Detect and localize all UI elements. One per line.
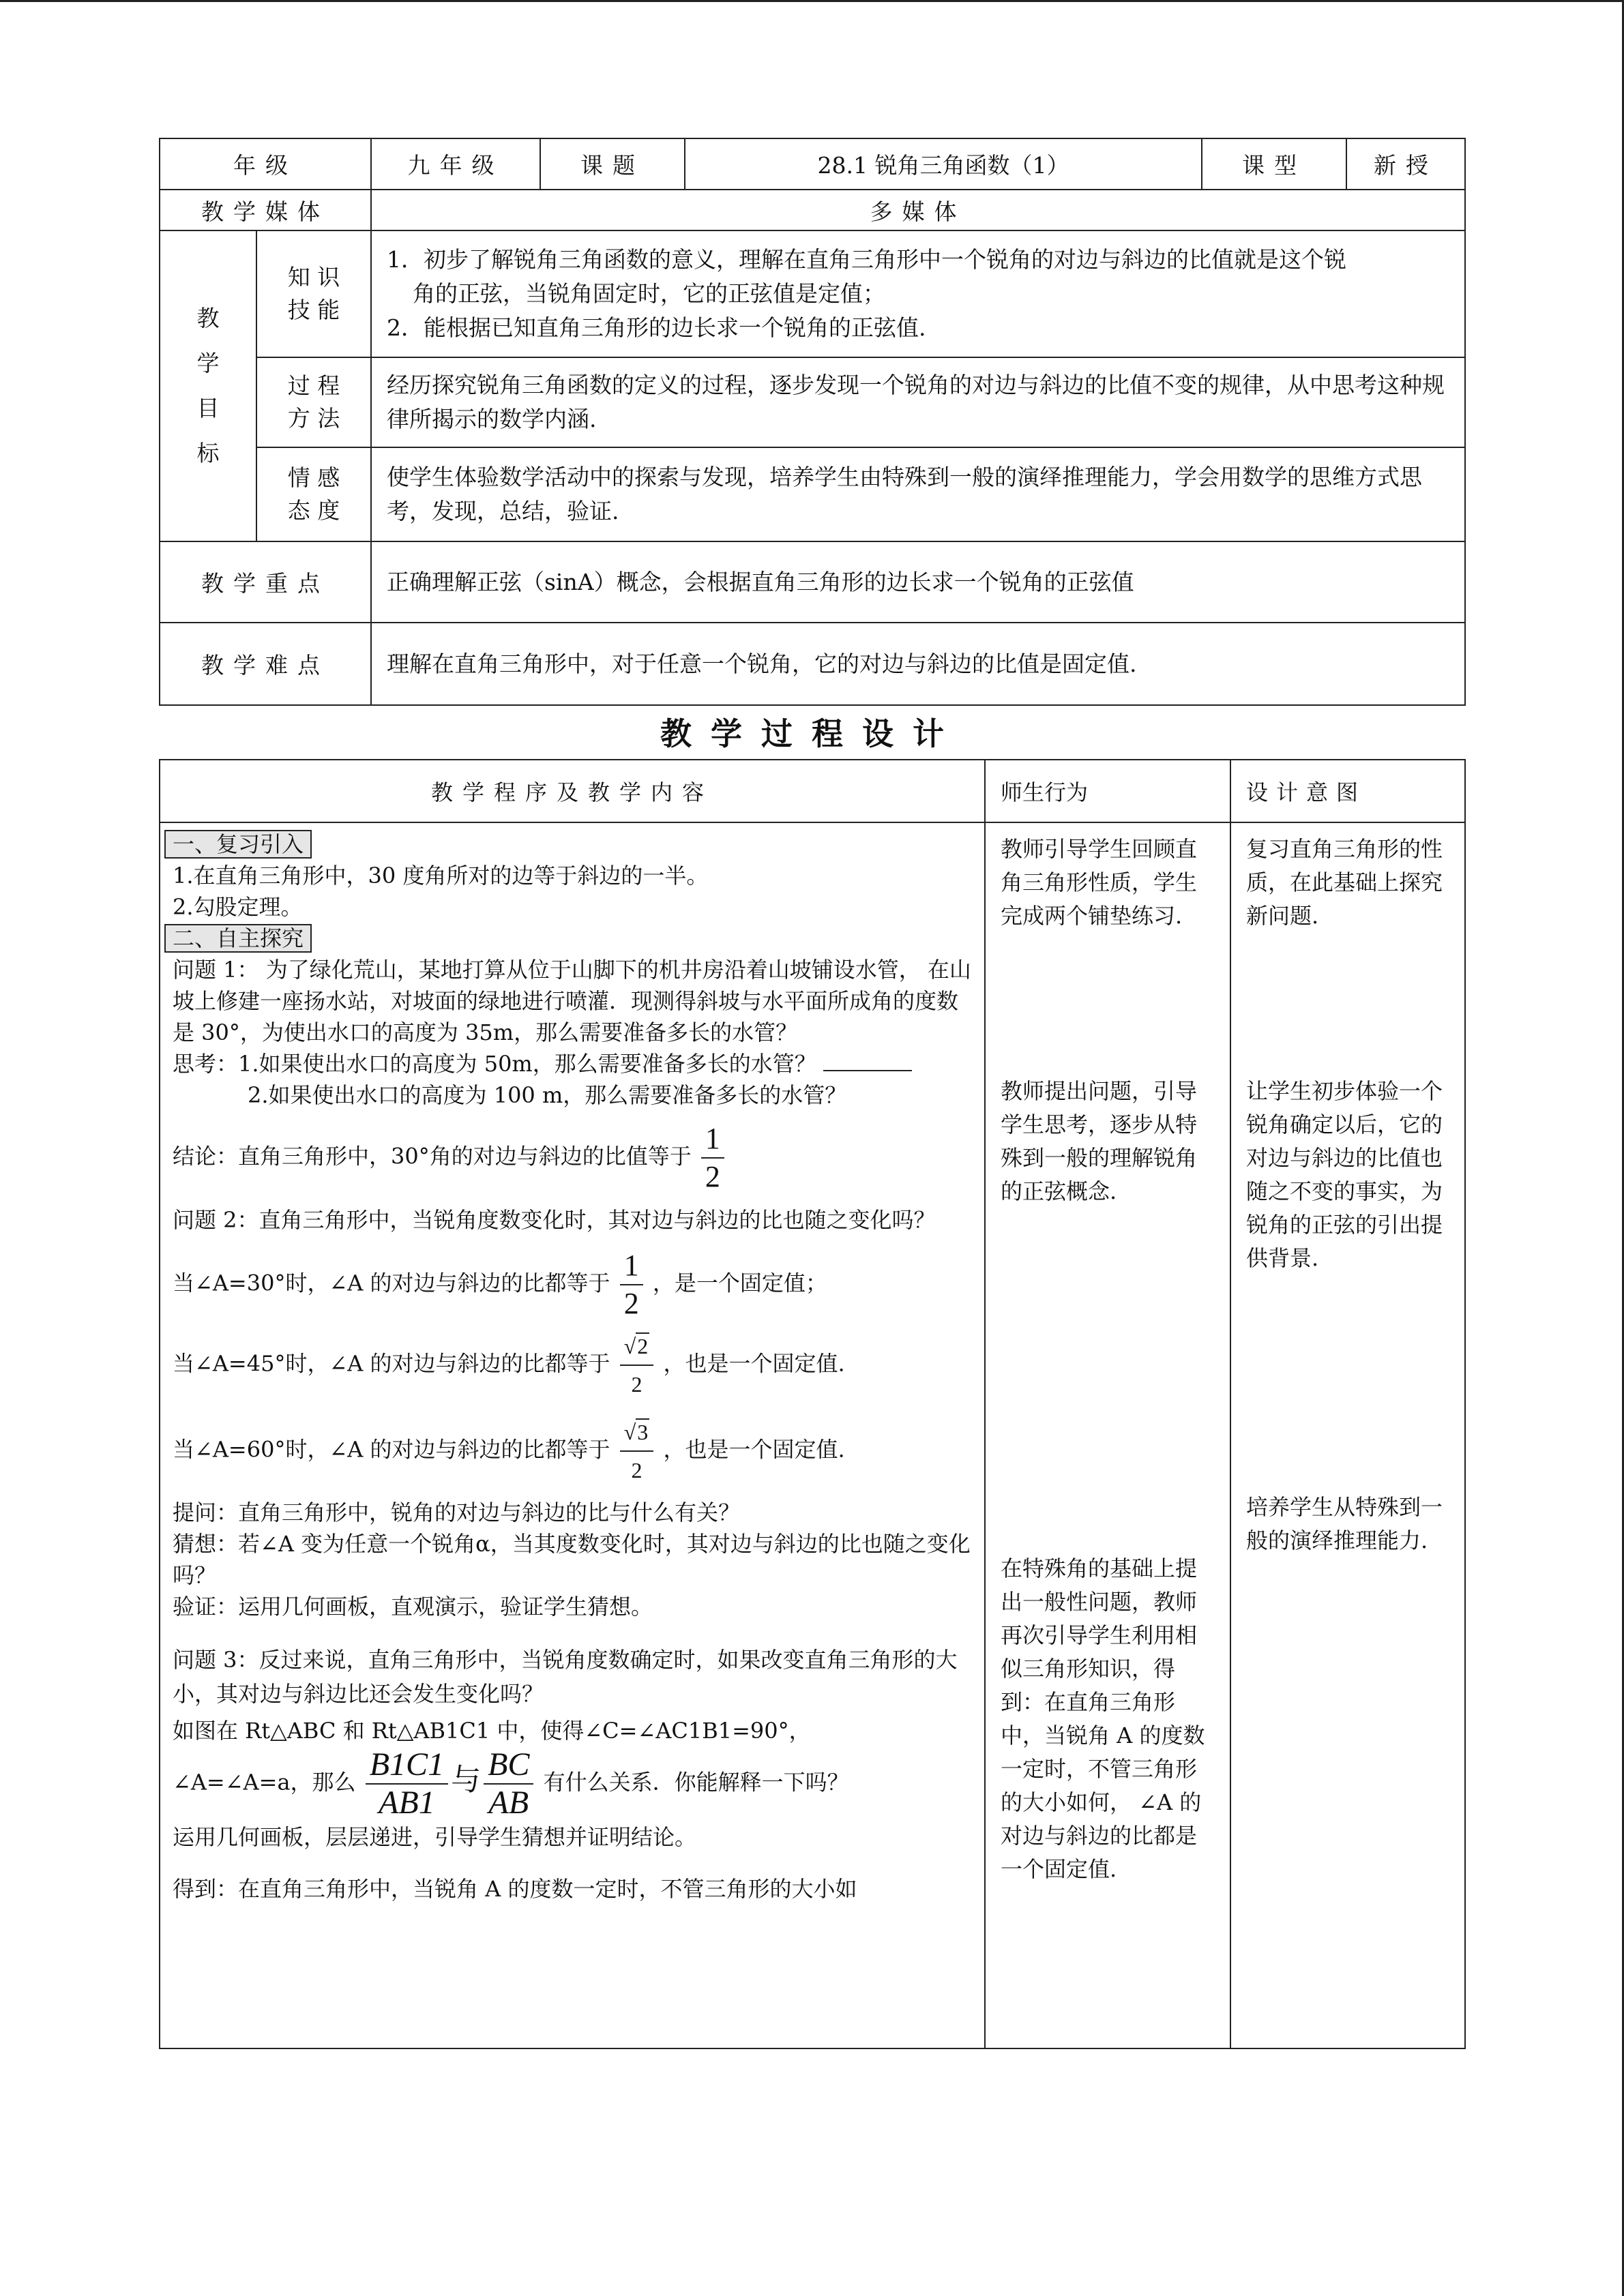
behavior-1: 教师引导学生回顾直角三角形性质，学生完成两个铺垫练习. [1001,836,1198,929]
process-content [160,822,985,2048]
topic-label: 课题 [540,138,685,190]
spacer [1001,1208,1217,1552]
intent-1: 复习直角三角形的性质，在此基础上探究新问题. [1246,836,1443,929]
lesson-info-table [159,138,1466,706]
fraction-denominator: 2 [623,1287,639,1320]
fraction-sqrt3-over-2 [620,1414,654,1489]
goal-char: 标 [196,440,220,466]
fraction-b1c1-ab1 [366,1746,448,1821]
info-row-process [160,357,1465,447]
sqrt-symbol: √3 [623,1420,649,1444]
think-1 [164,1048,975,1079]
think-2: 2.如果使出水口的高度为 100 m，那么需要准备多长的水管？ [248,1082,847,1108]
spacer [1246,1275,1452,1491]
fraction-denominator: 2 [631,1372,643,1397]
info-row-emotion [160,447,1465,541]
fraction-one-half [701,1120,724,1195]
intent-3: 培养学生从特殊到一般的演绎推理能力. [1246,1494,1443,1553]
radicand: 2 [637,1334,649,1358]
header-behavior: 师生行为 [985,760,1230,822]
angle-45 [164,1328,975,1403]
type-label: 课型 [1202,138,1346,190]
ratio-prefix: ∠A=∠A=a，那么 [173,1769,356,1795]
angle-45-suffix: ，也是一个固定值. [663,1350,845,1377]
ratio-and: 与 [451,1762,482,1798]
result: 得到：在直角三角形中，当锐角 A 的度数一定时，不管三角形的大小如 [173,1876,857,1902]
conclusion-text: 结论：直角三角形中，30°角的对边与斜边的比值等于 [173,1143,692,1169]
goal-char: 学 [196,350,220,376]
fraction-denominator: 2 [631,1458,643,1482]
radicand: 3 [637,1420,649,1444]
angle-30 [164,1247,975,1322]
angle-60-suffix: ，也是一个固定值. [663,1436,845,1463]
knowledge-line: 1．初步了解锐角三角函数的意义，理解在直角三角形中一个锐角的对边与斜边的比值就是这个锐 [387,246,1346,273]
fraction-numerator [620,1414,654,1452]
angle-45-text: 当∠A=45°时，∠A 的对边与斜边的比都等于 [173,1350,610,1377]
info-row-knowledge [160,230,1465,357]
figure-setup: 如图在 Rt△ABC 和 Rt△AB1C1 中，使得∠C=∠AC1B1=90°， [173,1718,811,1744]
fraction-numerator: 1 [620,1247,643,1285]
grade-value: 九年级 [371,138,540,190]
answer-blank [823,1049,912,1071]
ratio-question [164,1746,975,1821]
key-label: 教学重点 [160,541,371,623]
info-row-header [160,138,1465,190]
fraction-numerator: BC [484,1746,533,1785]
emotion-label-line: 情 感 [287,464,340,491]
fraction-numerator [620,1328,654,1366]
ask: 提问：直角三角形中，锐角的对边与斜边的比与什么有关？ [173,1500,741,1525]
goal-label [160,230,256,541]
difficulty-label: 教学难点 [160,623,371,705]
process-behavior [985,822,1230,2048]
verify: 验证：运用几何画板，直观演示，验证学生猜想。 [173,1594,653,1620]
question-1: 问题 1： 为了绿化荒山，某地打算从位于山脚下的机井房沿着山坡铺设水管， 在山坡上修建一座扬水站，对坡面的绿地进行喷灌．现测得斜坡与水平面所成角的度数是 30°，为使出水口的高度为 35m，那么需要准备多长的水管？ [173,957,971,1045]
think-1-text: 思考：1.如果使出水口的高度为 50m，那么需要准备多长的水管？ [173,1051,816,1077]
fraction-bc-ab [484,1746,533,1821]
header-intent: 设计意图 [1230,760,1465,822]
knowledge-line: 角的正弦，当锐角固定时，它的正弦值是定值； [413,280,885,307]
type-value: 新授 [1346,138,1465,190]
review-item: 1.在直角三角形中，30 度角所对的边等于斜边的一半。 [173,863,709,889]
fraction-one-half [620,1247,643,1322]
ratio-suffix: 有什么关系．你能解释一下吗？ [543,1769,849,1795]
grade-label: 年级 [160,138,371,190]
difficulty-text: 理解在直角三角形中，对于任意一个锐角，它的对边与斜边的比值是固定值. [371,623,1465,705]
question-2: 问题 2：直角三角形中，当锐角度数变化时，其对边与斜边的比也随之变化吗？ [173,1207,936,1233]
media-value: 多媒体 [371,190,1465,230]
guess: 猜想：若∠A 变为任意一个锐角α，当其度数变化时，其对边与斜边的比也随之变化吗？ [173,1531,971,1588]
process-text: 经历探究锐角三角函数的定义的过程，逐步发现一个锐角的对边与斜边的比值不变的规律，从中思考这种规律所揭示的数学内涵. [371,357,1465,447]
angle-60 [164,1414,975,1489]
spacer [1246,933,1452,1075]
emotion-label-line: 态 度 [287,497,340,524]
angle-60-text: 当∠A=60°时，∠A 的对边与斜边的比都等于 [173,1436,610,1463]
knowledge-line: 2．能根据已知直角三角形的边长求一个锐角的正弦值. [387,314,926,341]
use-sketchpad: 运用几何画板，层层递进，引导学生猜想并证明结论。 [173,1824,697,1850]
process-intent [1230,822,1465,2048]
angle-30-text: 当∠A=30°时，∠A 的对边与斜边的比都等于 [173,1270,610,1296]
fraction-sqrt2-over-2 [620,1328,654,1403]
media-label: 教学媒体 [160,190,371,230]
process-design-table [159,759,1466,2049]
fraction-numerator: B1C1 [366,1746,448,1785]
knowledge-text [371,230,1465,357]
conclusion [164,1120,975,1195]
process-label-line: 方 法 [287,405,340,432]
section-review: 一、复习引入 [164,830,312,859]
key-text: 正确理解正弦（sinA）概念，会根据直角三角形的边长求一个锐角的正弦值 [371,541,1465,623]
info-row-key [160,541,1465,623]
process-design-title: 教学过程设计 [660,715,963,752]
topic-value: 28.1 锐角三角函数（1） [685,138,1202,190]
goal-char: 教 [196,305,220,331]
info-row-difficulty [160,623,1465,705]
section-explore: 二、自主探究 [164,924,312,953]
process-header-row [160,760,1465,822]
process-body-row [160,822,1465,2048]
question-3: 问题 3：反过来说，直角三角形中，当锐角度数确定时，如果改变直角三角形的大小，其对边与斜边比还会发生变化吗？ [173,1647,958,1707]
process-label-line: 过 程 [287,372,340,399]
knowledge-label [256,230,371,357]
fraction-denominator: 2 [705,1160,720,1193]
knowledge-label-line: 技 能 [287,297,340,323]
intent-2: 让学生初步体验一个锐角确定以后，它的对边与斜边的比值也随之不变的事实，为锐角的正弦的引出提供背景. [1246,1078,1443,1271]
process-label [256,357,371,447]
goal-char: 目 [196,395,220,421]
fraction-denominator: AB [488,1785,529,1821]
spacer [1001,933,1217,1075]
behavior-2: 教师提出问题，引导学生思考，逐步从特殊到一般的理解锐角的正弦概念. [1001,1078,1198,1204]
knowledge-label-line: 知 识 [287,264,340,290]
header-content: 教学程序及教学内容 [160,760,985,822]
fraction-denominator: AB1 [379,1785,435,1821]
emotion-text: 使学生体验数学活动中的探索与发现，培养学生由特殊到一般的演绎推理能力，学会用数学的思维方式思考，发现，总结，验证. [371,447,1465,541]
page-top-border [0,0,1624,2]
angle-30-suffix: ，是一个固定值； [652,1270,827,1296]
behavior-3: 在特殊角的基础上提出一般性问题，教师再次引导学生利用相似三角形知识，得到：在直角三角形中，当锐角 A 的度数一定时，不管三角形的大小如何， ∠A 的对边与斜边的比都是一个固定值. [1001,1555,1205,1882]
fraction-numerator: 1 [701,1120,724,1159]
review-item: 2.勾股定理。 [173,894,303,920]
spacer [164,1853,975,1873]
emotion-label [256,447,371,541]
spacer [164,1622,975,1643]
sqrt-symbol: √2 [623,1334,649,1358]
info-row-media [160,190,1465,230]
